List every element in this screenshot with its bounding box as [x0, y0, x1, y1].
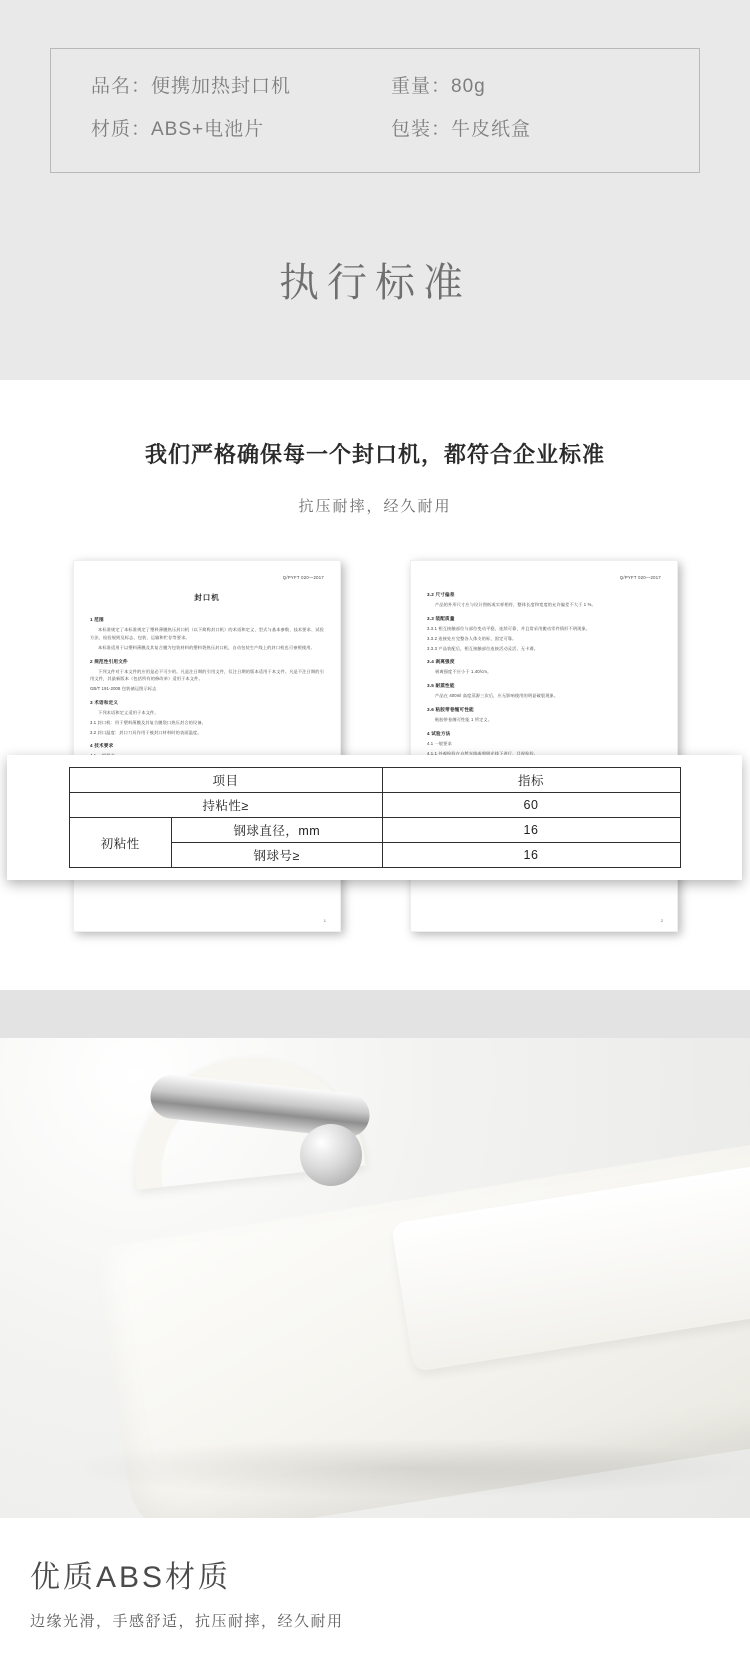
spec-table-overlay: [7, 755, 742, 880]
doc-right-heading: 4 试验方法: [427, 730, 451, 736]
doc-right-heading: 3.6 粘胶带卷缠可性能: [427, 706, 474, 712]
doc-right-paragraph: 4.1.1 外观检验在自然光线或照明光线下进行，目视检验。: [427, 750, 539, 756]
doc-right-paragraph: 3.3.1 相互接触部位与部位变动平稳，连续可靠，并且常采用搬动零件情形不明现象。: [427, 626, 591, 632]
doc-left-heading: 1 范围: [90, 617, 104, 623]
material-subtitle: 边缘光滑，手感舒适，抗压耐摔，经久耐用: [30, 1613, 344, 1631]
doc-right-paragraph: 3.3.2 连接处应完整各人体支的标，固定可靠。: [427, 635, 517, 641]
sealer-hinge-knob: [300, 1124, 362, 1186]
spec-table: [69, 767, 681, 868]
spec-section: [0, 0, 750, 173]
standards-subline: 抗压耐摔，经久耐用: [298, 498, 452, 516]
doc-right-paragraph: 4.1 一般要求: [427, 740, 452, 746]
documents-gallery: [45, 550, 705, 950]
standards-headline: 我们严格确保每一个封口机，都符合企业标准: [144, 442, 605, 468]
doc-left-paragraph: GB/T 191-2008 包装储运图示标志: [90, 686, 157, 692]
table-cell-item: 钢球直径，mm: [171, 818, 382, 843]
doc-right-code: Q/PYFT 020—2017: [619, 575, 661, 581]
spec-material: 材质：ABS+电池片: [91, 118, 265, 140]
doc-right-heading: 3.4 剥离强度: [427, 659, 455, 665]
doc-right-paragraph: 产品在 400ml 高度蒸源三次后，应无影响使用的明显破裂现象。: [435, 693, 559, 699]
doc-right-heading: 3.3 装配质量: [427, 616, 455, 622]
doc-right-page-number: 2: [660, 918, 663, 924]
material-title: 优质ABS材质: [30, 1561, 232, 1595]
section-title-block: [0, 173, 750, 380]
doc-left-paragraph: 3.1 封口机：用于塑料薄膜及其复合膜袋口热压封合的设备。: [90, 719, 207, 725]
table-cell-item: 钢球号≥: [171, 843, 382, 868]
photo-shadow: [60, 1438, 750, 1498]
doc-left-heading: 2 规范性引用文件: [90, 658, 128, 664]
table-header-item: 项目: [69, 768, 382, 793]
doc-left-paragraph: 下列术语和定义适用于本文件。: [98, 709, 159, 715]
doc-right-paragraph: 粘胶带卷缠可性能 1 所定义。: [435, 716, 493, 722]
doc-right-paragraph: 剥离强度不应小于 1.40/cm。: [435, 669, 492, 675]
material-footer: [0, 1518, 750, 1675]
doc-left-paragraph: 本标准规定了本标准规定了塑料薄膜热压封口机（以下简称封口机）的术语和定义、型式与基本参数、技术要求、试验方法、检验规则及标志、包装、运输和贮存等要求。: [90, 627, 324, 641]
table-cell-value: 16: [382, 843, 680, 868]
table-cell-value: 16: [382, 818, 680, 843]
standards-section: [0, 380, 750, 990]
table-cell-group: 初粘性: [69, 818, 171, 868]
doc-right-heading: 3.5 耐蒸性能: [427, 683, 455, 689]
doc-left-paragraph: 本标准适用于以塑料薄膜及其复合膜为包装材料的塑料袋热压封口机，自动包装生产线上的封口机也可参照使用。: [98, 644, 315, 650]
doc-left-paragraph: 3.2 封口温度：封口刀具作用于被封口材料时的表面温度。: [90, 729, 202, 735]
table-cell-value: 60: [382, 793, 680, 818]
doc-left-heading: 4 技术要求: [90, 743, 114, 749]
doc-left-code: Q/PYFT 020—2017: [282, 575, 324, 581]
doc-left-heading: 3 术语和定义: [90, 699, 119, 705]
doc-left-page-number: 1: [323, 918, 326, 924]
doc-right-paragraph: 3.3.3 产品装配后，相互接触部位连接活动灵活，无卡滞。: [427, 645, 539, 651]
doc-right-heading: 3.2 尺寸偏差: [427, 592, 455, 598]
table-row: [69, 818, 680, 843]
table-header-row: [69, 768, 680, 793]
spec-product-name: 品名：便携加热封口机: [91, 76, 292, 97]
table-row: [69, 793, 680, 818]
doc-left-title: 封口机: [194, 593, 220, 603]
spec-weight: 重量：80g: [391, 76, 486, 97]
table-cell-item: 持粘性≥: [69, 793, 382, 818]
product-photo: [0, 1038, 750, 1518]
spec-box: [50, 48, 700, 173]
table-header-index: 指标: [382, 768, 680, 793]
spec-row: [91, 75, 659, 100]
spec-packaging: 包装：牛皮纸盒: [391, 118, 532, 140]
doc-right-paragraph: 产品的外形尺寸应与设计图纸或实样相符，整体长度和宽度的允许偏差不大于 1 %。: [435, 602, 596, 608]
doc-left-paragraph: 下列文件对于本文件的应用是必不可少的。凡是注日期的引用文件，仅注日期的版本适用于本文件。凡是不注日期的引用文件，其最新版本（包括所有的修改单）适用于本文件。: [90, 668, 324, 682]
page-title: 执行标准: [279, 261, 471, 306]
section-divider: [0, 990, 750, 1038]
spec-row: [91, 118, 659, 143]
